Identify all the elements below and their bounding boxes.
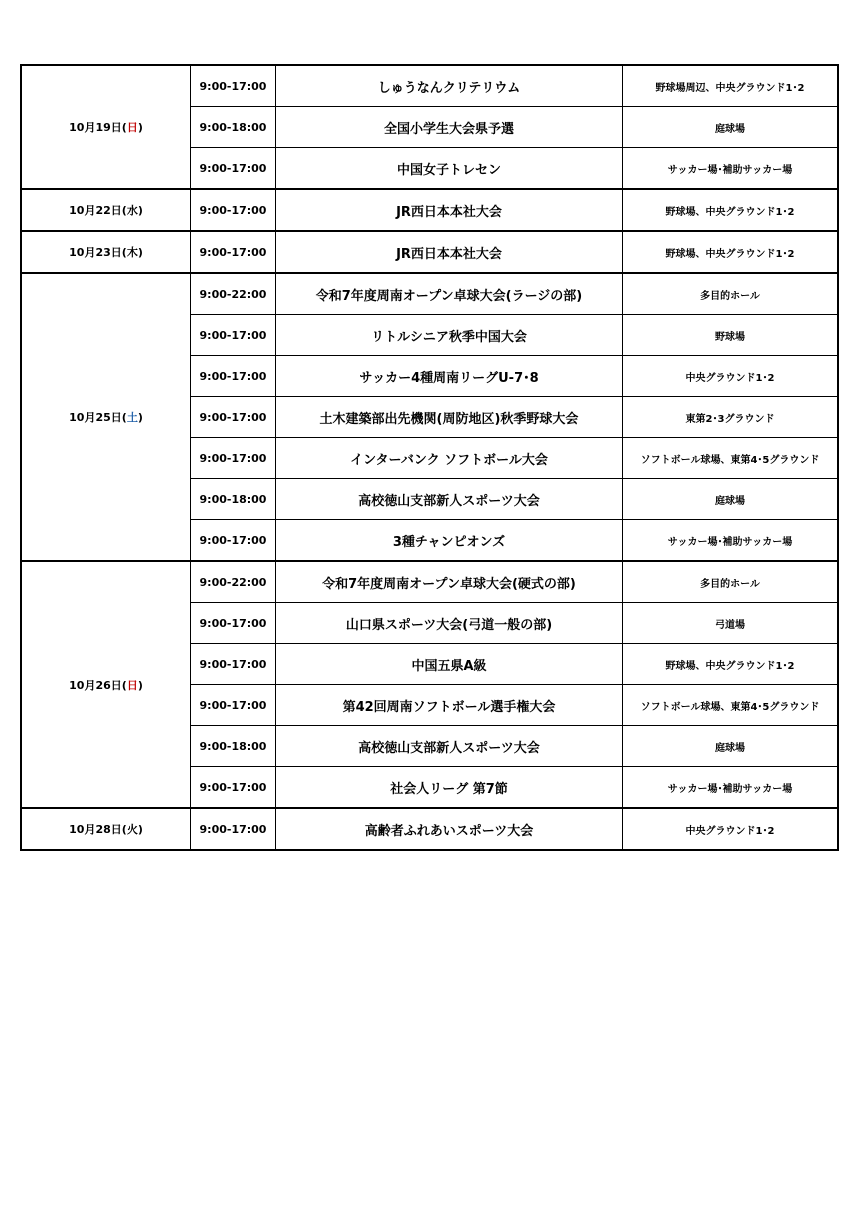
venue-cell: 中央グラウンド1･2 — [623, 356, 839, 397]
time-cell: 9:00-17:00 — [191, 148, 276, 190]
venue-cell: 弓道場 — [623, 603, 839, 644]
weekday-open-paren: ( — [121, 678, 127, 692]
venue-cell: 野球場、中央グラウンド1･2 — [623, 644, 839, 685]
event-name-cell: 令和7年度周南オープン卓球大会(ラージの部) — [276, 273, 623, 315]
time-cell: 9:00-17:00 — [191, 520, 276, 562]
venue-cell: 庭球場 — [623, 479, 839, 520]
weekday-label: 水 — [126, 204, 138, 217]
event-name-cell: 高校徳山支部新人スポーツ大会 — [276, 726, 623, 767]
event-name-cell: 山口県スポーツ大会(弓道一般の部) — [276, 603, 623, 644]
schedule-row — [21, 189, 838, 231]
venue-cell: 多目的ホール — [623, 561, 839, 603]
time-cell: 9:00-17:00 — [191, 685, 276, 726]
event-name-cell: 中国女子トレセン — [276, 148, 623, 190]
weekday-label: 火 — [126, 823, 138, 836]
weekday-close-paren: ) — [137, 411, 143, 424]
event-name-cell: 高校徳山支部新人スポーツ大会 — [276, 479, 623, 520]
event-name-cell: 令和7年度周南オープン卓球大会(硬式の部) — [276, 561, 623, 603]
venue-cell: サッカー場･補助サッカー場 — [623, 767, 839, 809]
time-cell: 9:00-18:00 — [191, 107, 276, 148]
weekday-label: 日 — [126, 678, 138, 692]
venue-cell: 多目的ホール — [623, 273, 839, 315]
time-cell: 9:00-17:00 — [191, 644, 276, 685]
weekday-close-paren: ) — [137, 823, 143, 836]
venue-cell: 中央グラウンド1･2 — [623, 808, 839, 850]
event-name-cell: 高齢者ふれあいスポーツ大会 — [276, 808, 623, 850]
event-name-cell: 中国五県A級 — [276, 644, 623, 685]
time-cell: 9:00-17:00 — [191, 315, 276, 356]
time-cell: 9:00-17:00 — [191, 603, 276, 644]
weekday-label: 土 — [126, 411, 138, 424]
date-label: 10月26日 — [69, 678, 122, 692]
time-cell: 9:00-22:00 — [191, 273, 276, 315]
date-label: 10月19日 — [69, 121, 122, 134]
date-cell — [21, 561, 191, 808]
venue-cell: サッカー場･補助サッカー場 — [623, 520, 839, 562]
weekday-open-paren: ( — [121, 411, 127, 424]
time-cell: 9:00-17:00 — [191, 356, 276, 397]
venue-cell: 庭球場 — [623, 726, 839, 767]
venue-cell: 野球場、中央グラウンド1･2 — [623, 189, 839, 231]
venue-cell: 野球場 — [623, 315, 839, 356]
time-cell: 9:00-17:00 — [191, 397, 276, 438]
schedule-row — [21, 231, 838, 273]
event-name-cell: 土木建築部出先機関(周防地区)秋季野球大会 — [276, 397, 623, 438]
event-name-cell: 第42回周南ソフトボール選手権大会 — [276, 685, 623, 726]
weekday-open-paren: ( — [121, 823, 127, 836]
time-cell: 9:00-17:00 — [191, 65, 276, 107]
event-name-cell: しゅうなんクリテリウム — [276, 65, 623, 107]
weekday-close-paren: ) — [137, 246, 143, 259]
event-name-cell: JR西日本本社大会 — [276, 231, 623, 273]
schedule-row — [21, 808, 838, 850]
date-label: 10月23日 — [69, 246, 122, 259]
time-cell: 9:00-17:00 — [191, 438, 276, 479]
event-schedule-table — [20, 64, 839, 851]
date-cell — [21, 808, 191, 850]
time-cell: 9:00-17:00 — [191, 189, 276, 231]
venue-cell: 野球場、中央グラウンド1･2 — [623, 231, 839, 273]
weekday-close-paren: ) — [137, 121, 143, 134]
event-name-cell: 3種チャンピオンズ — [276, 520, 623, 562]
venue-cell: サッカー場･補助サッカー場 — [623, 148, 839, 190]
time-cell: 9:00-17:00 — [191, 767, 276, 809]
venue-cell: ソフトボール球場、東第4･5グラウンド — [623, 685, 839, 726]
venue-cell: 庭球場 — [623, 107, 839, 148]
venue-cell: 東第2･3グラウンド — [623, 397, 839, 438]
venue-cell: 野球場周辺、中央グラウンド1･2 — [623, 65, 839, 107]
time-cell: 9:00-17:00 — [191, 231, 276, 273]
time-cell: 9:00-18:00 — [191, 479, 276, 520]
time-cell: 9:00-18:00 — [191, 726, 276, 767]
event-name-cell: サッカー4種周南リーグU-7･8 — [276, 356, 623, 397]
date-cell — [21, 273, 191, 561]
event-name-cell: インターバンク ソフトボール大会 — [276, 438, 623, 479]
event-name-cell: 全国小学生大会県予選 — [276, 107, 623, 148]
time-cell: 9:00-22:00 — [191, 561, 276, 603]
weekday-close-paren: ) — [137, 204, 143, 217]
event-name-cell: リトルシニア秋季中国大会 — [276, 315, 623, 356]
venue-cell: ソフトボール球場、東第4･5グラウンド — [623, 438, 839, 479]
weekday-close-paren: ) — [137, 678, 143, 692]
schedule-row — [21, 561, 838, 603]
time-cell: 9:00-17:00 — [191, 808, 276, 850]
date-label: 10月25日 — [69, 411, 122, 424]
schedule-row — [21, 273, 838, 315]
weekday-open-paren: ( — [121, 246, 127, 259]
date-cell — [21, 231, 191, 273]
schedule-body — [21, 65, 838, 850]
schedule-row — [21, 65, 838, 107]
date-label: 10月22日 — [69, 204, 122, 217]
weekday-open-paren: ( — [121, 204, 127, 217]
weekday-label: 木 — [126, 246, 138, 259]
date-cell — [21, 189, 191, 231]
event-name-cell: 社会人リーグ 第7節 — [276, 767, 623, 809]
date-cell — [21, 65, 191, 189]
event-name-cell: JR西日本本社大会 — [276, 189, 623, 231]
weekday-open-paren: ( — [121, 121, 127, 134]
weekday-label: 日 — [126, 121, 138, 134]
date-label: 10月28日 — [69, 823, 122, 836]
